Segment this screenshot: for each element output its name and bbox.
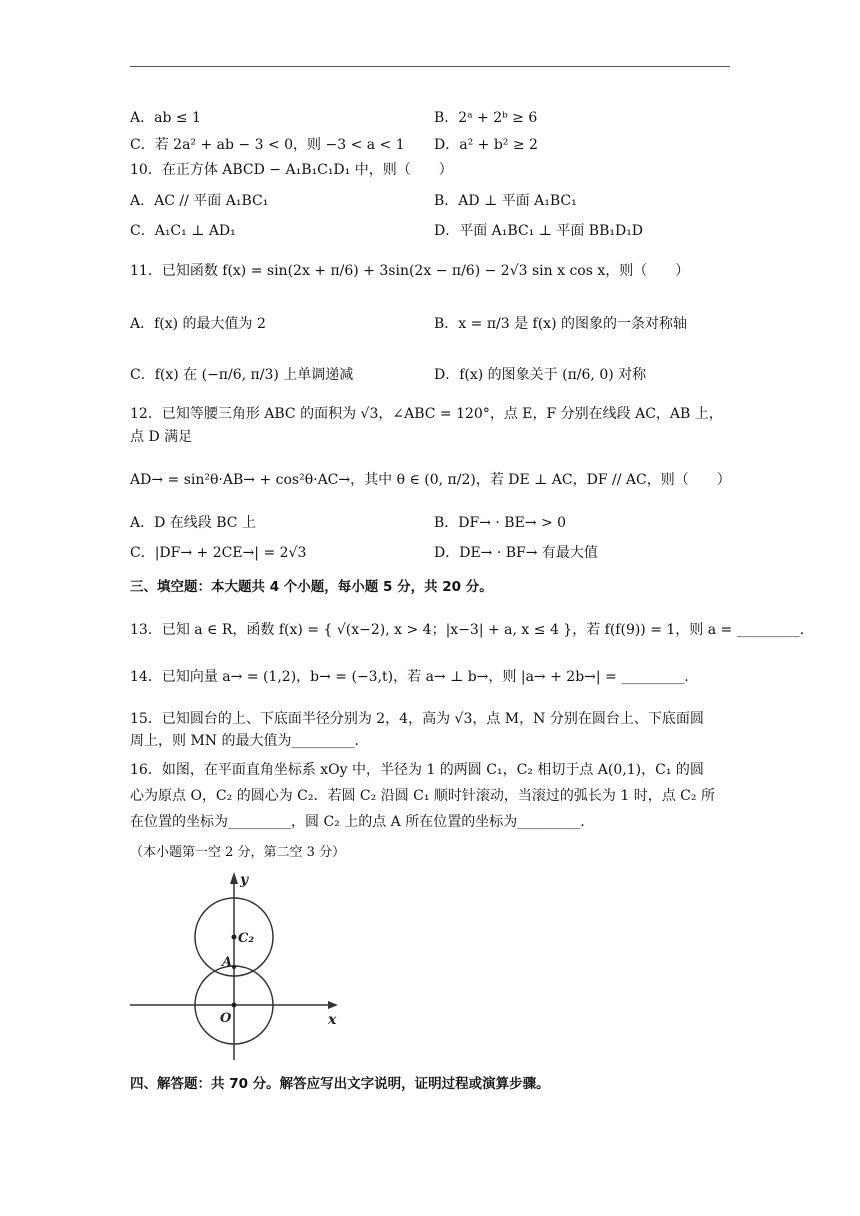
- q11-option-c: C．f(x) 在 (−π/6, π/3) 上单调递减: [130, 367, 354, 383]
- q11-option-b: B．x = π/3 是 f(x) 的图象的一条对称轴: [434, 316, 687, 332]
- q9-option-d: D．a² + b² ≥ 2: [434, 137, 538, 153]
- q16-line1: 16．如图，在平面直角坐标系 xOy 中，半径为 1 的两圆 C₁，C₂ 相切于点 A(0,1)，C₁ 的圆: [130, 762, 704, 778]
- q16-scoring-note: （本小题第一空 2 分，第二空 3 分）: [130, 845, 346, 860]
- q12-stem-line2: 点 D 满足: [130, 429, 193, 445]
- q15-line2: 周上，则 MN 的最大值为_________.: [130, 733, 359, 749]
- q9-option-a: A．ab ≤ 1: [130, 110, 201, 126]
- q16-line3: 在位置的坐标为_________，圆 C₂ 上的点 A 所在位置的坐标为_________.: [130, 814, 585, 830]
- center-c2-dot: [232, 935, 237, 940]
- q11-option-d: D．f(x) 的图象关于 (π/6, 0) 对称: [434, 367, 647, 383]
- q10-option-b: B．AD ⊥ 平面 A₁BC₁: [434, 193, 577, 209]
- section-answer-heading: 四、解答题：共 70 分。解答应写出文字说明，证明过程或演算步骤。: [130, 1076, 550, 1092]
- q12-option-b: B．DF→ · BE→ > 0: [434, 515, 567, 531]
- tangent-circles-figure: [128, 868, 350, 1064]
- q12-stem-line3: AD→ = sin²θ·AB→ + cos²θ·AC→，其中 θ ∈ (0, π/2)，若 DE ⊥ AC，DF // AC，则（ ）: [130, 472, 731, 488]
- origin-label: O: [220, 1011, 232, 1026]
- q10-option-d: D．平面 A₁BC₁ ⊥ 平面 BB₁D₁D: [434, 223, 644, 239]
- c2-label: C₂: [238, 931, 255, 946]
- q10-option-c: C．A₁C₁ ⊥ AD₁: [130, 223, 236, 239]
- q15-line1: 15．已知圆台的上、下底面半径分别为 2，4，高为 √3，点 M，N 分别在圆台上、下底面圆: [130, 711, 704, 727]
- point-a-label: A: [222, 955, 233, 970]
- q11-option-a: A．f(x) 的最大值为 2: [130, 316, 266, 332]
- q14: 14．已知向量 a→ = (1,2)，b→ = (−3,t)，若 a→ ⊥ b→，则 |a→ + 2b→| = _________.: [130, 669, 689, 685]
- y-axis-label: y: [240, 872, 249, 888]
- q16-line2: 心为原点 O，C₂ 的圆心为 C₂．若圆 C₂ 沿圆 C₁ 顺时针滚动，当滚过的弧长为 1 时，点 C₂ 所: [130, 788, 715, 804]
- tangent-point-dot: [232, 965, 236, 969]
- q12-option-d: D．DE→ · BF→ 有最大值: [434, 545, 598, 561]
- q12-option-a: A．D 在线段 BC 上: [130, 515, 256, 531]
- q10-option-a: A．AC // 平面 A₁BC₁: [130, 193, 269, 209]
- q12-stem-line1: 12．已知等腰三角形 ABC 的面积为 √3，∠ABC = 120°，点 E，F 分别在线段 AC，AB 上，: [130, 406, 723, 422]
- q10-stem: 10．在正方体 ABCD − A₁B₁C₁D₁ 中，则（ ）: [130, 162, 453, 178]
- section-fill-in-heading: 三、填空题：本大题共 4 个小题，每小题 5 分，共 20 分。: [130, 579, 493, 595]
- q11-stem: 11．已知函数 f(x) = sin(2x + π/6) + 3sin(2x − π/6) − 2√3 sin x cos x，则（ ）: [130, 263, 690, 279]
- q12-option-c: C．|DF→ + 2CE→| = 2√3: [130, 545, 307, 561]
- y-axis-arrow: [230, 872, 238, 884]
- q13: 13．已知 a ∈ R，函数 f(x) = { √(x−2), x > 4；|x−3| + a, x ≤ 4 }，若 f(f(9)) = 1，则 a = _________.: [130, 622, 805, 638]
- x-axis-arrow: [328, 1001, 338, 1009]
- x-axis-label: x: [328, 1012, 337, 1028]
- origin-dot: [232, 1003, 237, 1008]
- header-rule: [130, 66, 730, 67]
- q9-option-b: B．2ᵃ + 2ᵇ ≥ 6: [434, 110, 538, 126]
- q9-option-c: C．若 2a² + ab − 3 < 0，则 −3 < a < 1: [130, 137, 405, 153]
